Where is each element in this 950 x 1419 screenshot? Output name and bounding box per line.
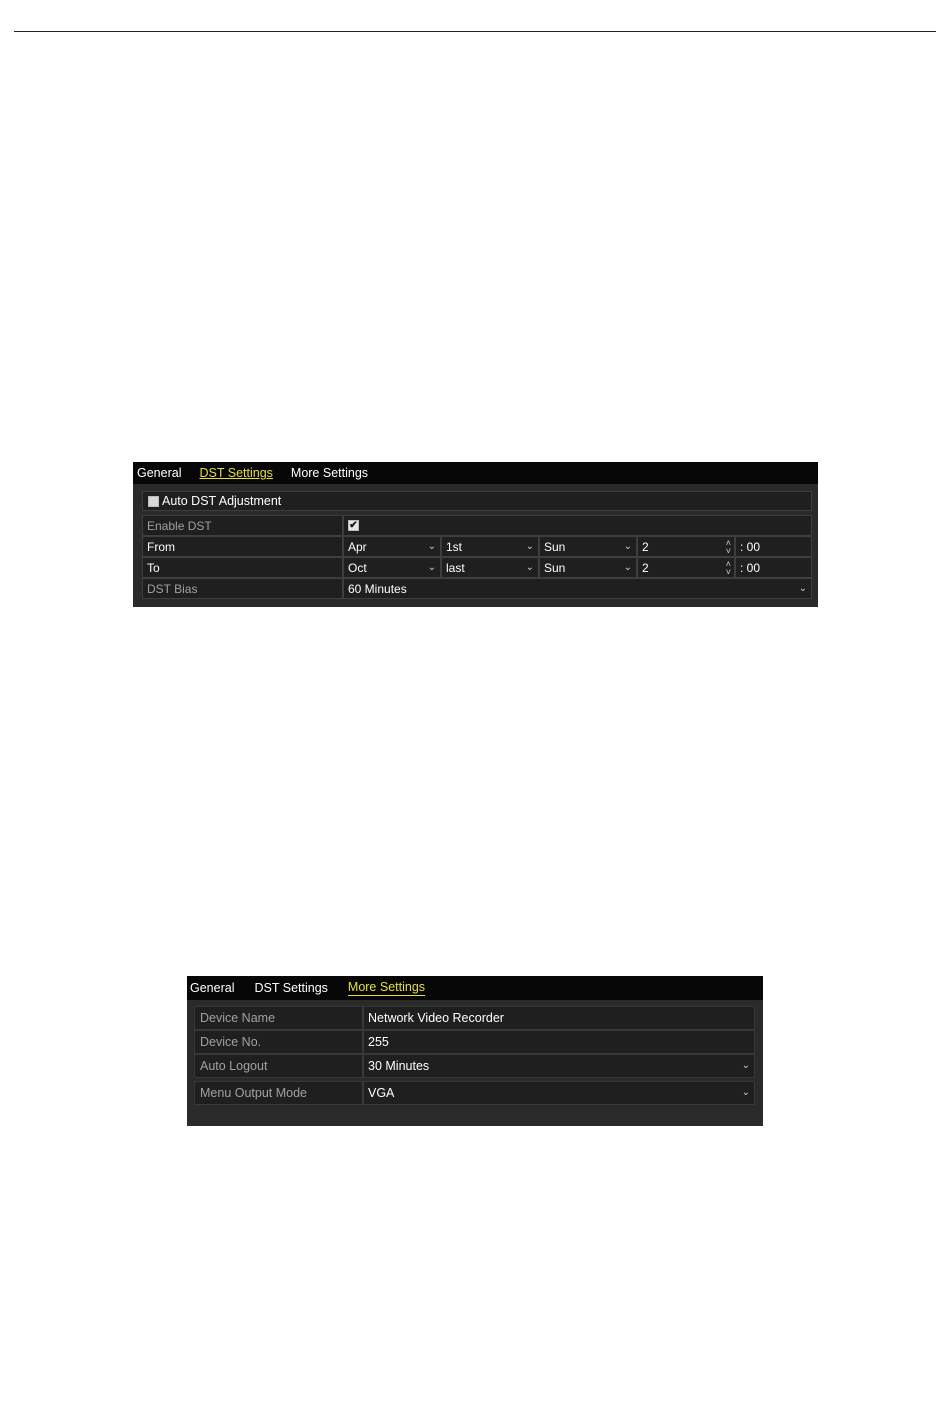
to-label: To [142,557,343,578]
auto-dst-checkbox[interactable] [148,496,159,507]
spinner-arrows-icon [726,560,731,576]
auto-logout-label: Auto Logout [194,1054,363,1078]
tab-dst-settings[interactable]: DST Settings [254,981,328,995]
to-month-value: Oct [348,560,367,575]
spinner-up-icon: ˄ [725,537,731,548]
chevron-down-icon: ⌄ [525,540,534,552]
from-day-dropdown[interactable] [539,536,637,557]
to-week-dropdown[interactable] [441,557,539,578]
to-day-dropdown[interactable] [539,557,637,578]
from-month-dropdown[interactable] [343,536,441,557]
menu-output-mode-value: VGA [368,1086,395,1100]
from-day-value: Sun [544,539,566,554]
from-row [142,536,812,557]
spinner-up-icon: ˄ [725,558,731,569]
from-week-dropdown[interactable] [441,536,539,557]
device-name-row [194,1006,755,1030]
to-hour-value: 2 [642,560,649,575]
auto-dst-adjustment-row[interactable] [142,491,812,511]
from-month-value: Apr [348,539,367,554]
from-week-value: 1st [446,539,463,554]
enable-dst-field [343,515,812,536]
enable-dst-label: Enable DST [142,515,343,536]
dst-bias-dropdown[interactable] [343,578,812,599]
to-minutes-field: : 00 [735,557,812,578]
chevron-down-icon: ⌄ [525,561,534,573]
from-minutes-field: : 00 [735,536,812,557]
spinner-down-icon: ˅ [725,545,731,556]
enable-dst-checkbox[interactable]: ✔ [349,519,358,531]
spinner-arrows-icon [726,539,731,555]
page-header-rule [14,31,936,32]
chevron-down-icon: ⌄ [427,540,436,552]
tab-bar [187,976,763,1000]
auto-logout-dropdown[interactable] [363,1054,755,1078]
tab-general[interactable]: General [137,466,182,480]
device-no-row [194,1030,755,1054]
device-no-input[interactable]: 255 [363,1030,755,1054]
auto-dst-label: Auto DST Adjustment [162,494,282,508]
chevron-down-icon: ⌄ [741,1060,750,1071]
auto-logout-row [194,1054,755,1078]
chevron-down-icon: ⌄ [741,1087,750,1098]
to-week-value: last [446,560,465,575]
chevron-down-icon: ⌄ [798,582,807,594]
chevron-down-icon: ⌄ [427,561,436,573]
dst-settings-panel [133,462,818,607]
tab-bar [133,462,818,484]
from-label: From [142,536,343,557]
auto-logout-value: 30 Minutes [368,1059,430,1073]
tab-more-settings[interactable]: More Settings [347,980,426,994]
from-hour-spinner[interactable] [637,536,735,557]
to-hour-spinner[interactable] [637,557,735,578]
more-settings-panel [187,976,763,1126]
dst-bias-row [142,578,812,599]
from-hour-value: 2 [642,539,649,554]
dst-bias-value: 60 Minutes [348,581,407,596]
menu-output-mode-row [194,1081,755,1105]
tab-general[interactable]: General [190,981,235,995]
chevron-down-icon: ⌄ [623,540,632,552]
device-name-input[interactable]: Network Video Recorder [363,1006,755,1030]
menu-output-mode-dropdown[interactable] [363,1081,755,1105]
device-no-label: Device No. [194,1030,363,1054]
to-month-dropdown[interactable] [343,557,441,578]
device-name-label: Device Name [194,1006,363,1030]
dst-bias-label: DST Bias [142,578,343,599]
menu-output-mode-label: Menu Output Mode [194,1081,363,1105]
to-day-value: Sun [544,560,566,575]
to-row [142,557,812,578]
tab-more-settings[interactable]: More Settings [290,466,369,480]
spinner-down-icon: ˅ [725,566,731,577]
tab-dst-settings[interactable]: DST Settings [199,466,273,480]
chevron-down-icon: ⌄ [623,561,632,573]
enable-dst-row [142,515,812,536]
